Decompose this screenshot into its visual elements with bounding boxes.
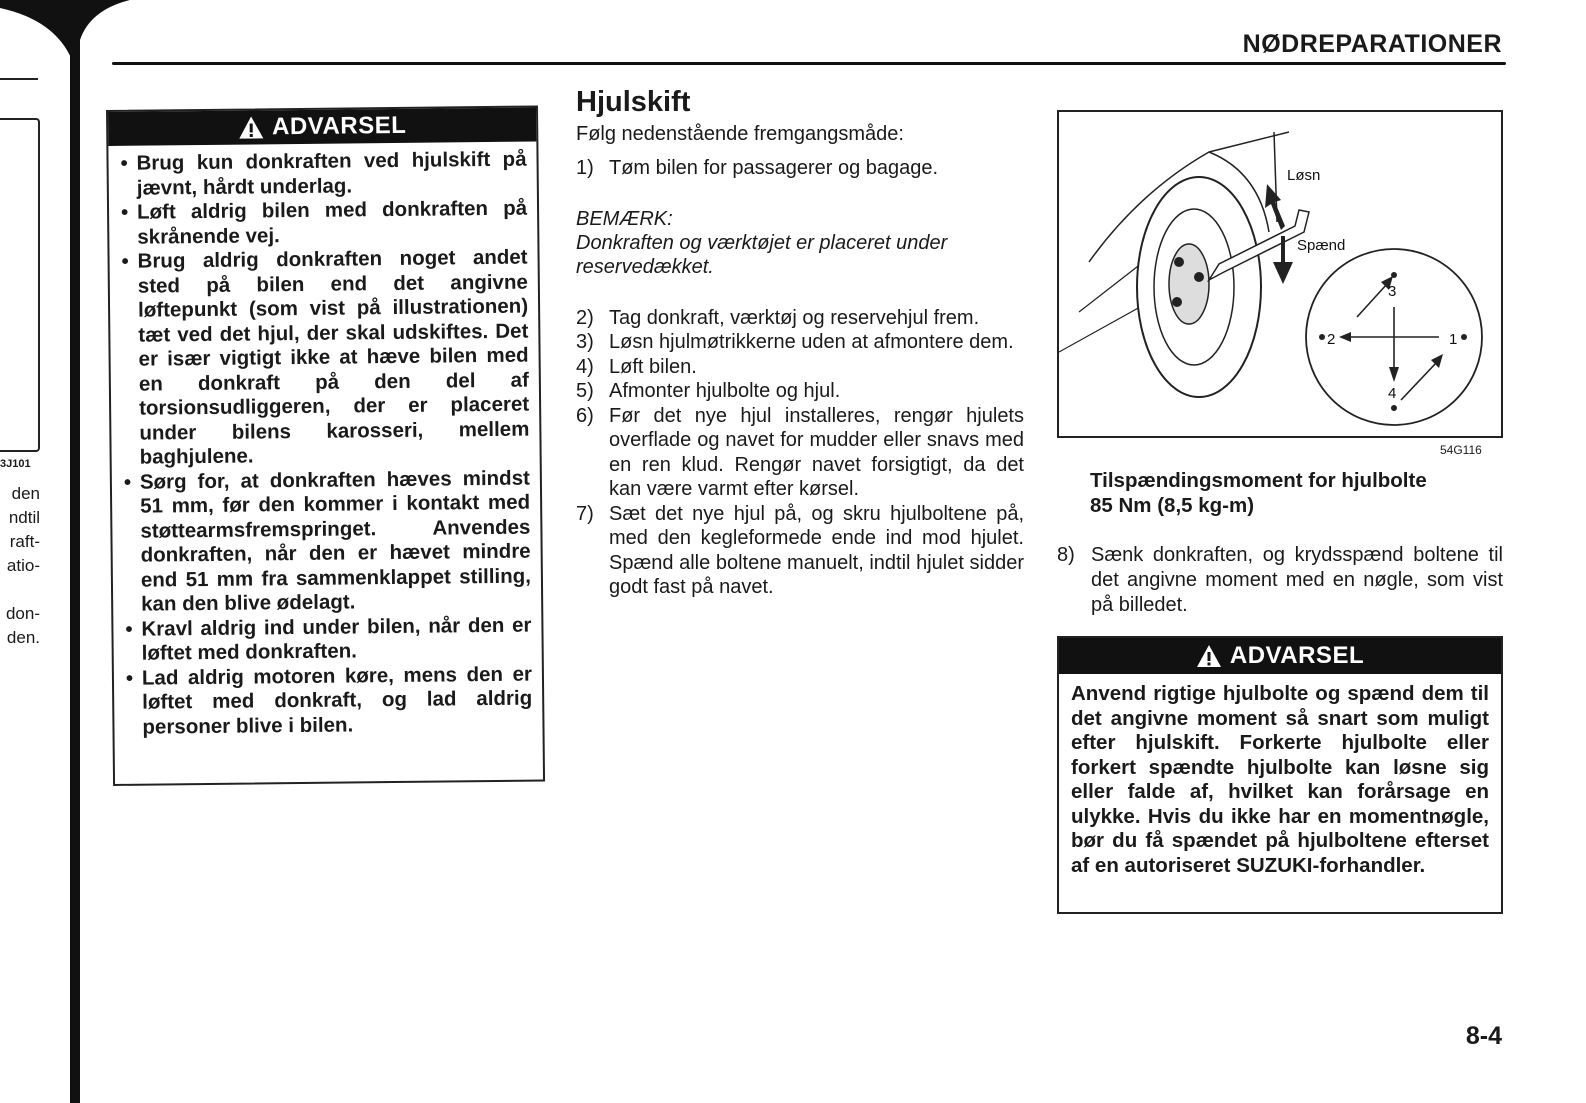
edge-line-1: den: [11, 484, 40, 503]
warning-item: • Lad aldrig motoren køre, mens den er løftet med donkraft, og lad aldrig personer blive i bilen.: [124, 662, 533, 740]
bolt-label-1: 1: [1449, 331, 1458, 348]
figure-code: 54G116: [1440, 443, 1482, 457]
bolt-label-2: 2: [1327, 331, 1336, 348]
wheel-nut-illustration: [1057, 110, 1503, 438]
intro-text: Følg nedenstående fremgangsmåde:: [576, 123, 904, 145]
step-item: [576, 502, 1024, 600]
warning-header: [108, 107, 536, 145]
step-item: [576, 306, 1024, 331]
edge-line-7: den.: [6, 628, 40, 647]
warning-item: • Brug kun donkraften ved hjulskift på jævnt, hårdt underlag.: [118, 148, 526, 201]
step-number: 7): [576, 502, 594, 525]
step-text: Tøm bilen for passagerer og bagage.: [609, 157, 939, 179]
torque-spec: [1090, 468, 1500, 518]
tighten-label: Spænd: [1297, 237, 1346, 254]
edge-line-2: ndtil: [8, 508, 40, 527]
bolt-label-4: 4: [1388, 385, 1397, 402]
step-text: Afmonter hjulbolte og hjul.: [609, 380, 841, 402]
step-text: Tag donkraft, værktøj og reservehjul frem.: [609, 306, 980, 329]
note-text: Donkraften og værktøjet er placeret under reservedækket.: [576, 231, 948, 278]
step-item: [1057, 543, 1503, 618]
warning-item: • Løft aldrig bilen med donkraften på skrånende vej.: [119, 197, 527, 250]
edge-rule: [0, 78, 38, 80]
edge-line-4: atio-: [6, 556, 40, 575]
edge-line-3: raft-: [9, 532, 40, 551]
warning-box-left: [106, 105, 545, 785]
step-number: 4): [576, 355, 594, 378]
step-number: 3): [576, 331, 594, 353]
step-text: Løft bilen.: [609, 355, 697, 378]
page-title: Hjulskift: [576, 86, 691, 118]
warning-triangle-icon: [238, 115, 264, 139]
bolt-label-3: 3: [1388, 283, 1397, 300]
step-item: [576, 156, 1024, 181]
header-rule: [112, 62, 1506, 65]
step-text: Sæt det nye hjul på, og skru hjulboltene på, med den kegleformede ende ind mod hjulet. Spænd alle boltene manuelt, indtil hjulet sidder godt fast på navet.: [609, 502, 1024, 598]
warning-item: • Brug aldrig donkraften noget andet sted på bilen end det angivne løftepunkt (som vist på illustrationen) tæt ved det hjul, der skal udskiftes. Det er især vigtigt ikke at hæve bilen med en donkraft på den del af torsionsudliggeren, der er placeret under bilens karosseri, mellem baghjulene.: [119, 246, 529, 471]
main-column: [576, 84, 1024, 600]
step-item: [576, 404, 1024, 502]
torque-label: Tilspændingsmoment for hjulbolte: [1090, 469, 1427, 492]
warning-item: • Sørg for, at donkraften hæves mindst 51 mm, før den kommer i kontakt med støttearmsfremspringet. Anvendes donkraften, når den er hævet mindre end 51 mm fra sammenklappet stilling, kan den blive ødelagt.: [122, 466, 532, 617]
binding-spine: [70, 0, 80, 1103]
warning-heading: ADVARSEL: [1229, 642, 1365, 669]
loosen-label: Løsn: [1287, 167, 1321, 184]
step-list-first: [576, 156, 1024, 181]
step-number: 2): [576, 306, 594, 329]
step-text: Sænk donkraften, og krydsspænd boltene til det angivne moment med en nøgle, som vist på billedet.: [1091, 544, 1503, 616]
warning-box-right: [1057, 636, 1503, 914]
step-number: 5): [576, 380, 594, 402]
step-item: [576, 355, 1024, 380]
edge-frame: [0, 118, 40, 452]
warning-item: • Kravl aldrig ind under bilen, når den er løftet med donkraften.: [123, 613, 531, 666]
note-heading: BEMÆRK:: [576, 207, 673, 230]
warning-triangle-icon: [1196, 644, 1222, 668]
step-item: [576, 330, 1024, 355]
page-number: 8-4: [1465, 1022, 1502, 1050]
previous-page-edge: [0, 0, 62, 1103]
step-item: [576, 379, 1024, 404]
edge-line-6: don-: [5, 604, 40, 623]
warning-list: [108, 141, 542, 739]
step-list: [576, 306, 1024, 600]
step-number: 6): [576, 404, 594, 427]
edge-text: [4, 482, 40, 650]
warning-heading: ADVARSEL: [271, 111, 407, 141]
warning-text: Anvend rigtige hjulbolte og spænd dem til det angivne moment så snart som muligt efter hjulskift. Forkerte hjulbolte eller forkert spændte hjulbolte kan løsne sig eller falde af, hvilket kan forårsage en ulykke. Hvis du ikke har en momentnøgle, bør du få spændet på hjulboltene efterset af en autoriseret SUZUKI-forhandler.: [1071, 682, 1489, 877]
step-number: 1): [576, 157, 594, 179]
section-title: NØDREPARATIONER: [1242, 30, 1502, 58]
edge-gap: [4, 578, 40, 602]
torque-value: 85 Nm (8,5 kg-m): [1090, 494, 1255, 517]
wheel-wrench-drawing: [1059, 112, 1501, 436]
edge-figure-code: 3J101: [0, 458, 31, 470]
warning-header: [1059, 638, 1501, 674]
step-text: Før det nye hjul installeres, rengør hjulets overflade og navet for mudder eller snavs med en ren klud. Rengør navet forsigtigt, da det kan være varmt efter kørsel.: [609, 404, 1024, 500]
step-text: Løsn hjulmøtrikkerne uden at afmontere dem.: [609, 331, 1014, 353]
step-number: 8): [1057, 544, 1075, 566]
